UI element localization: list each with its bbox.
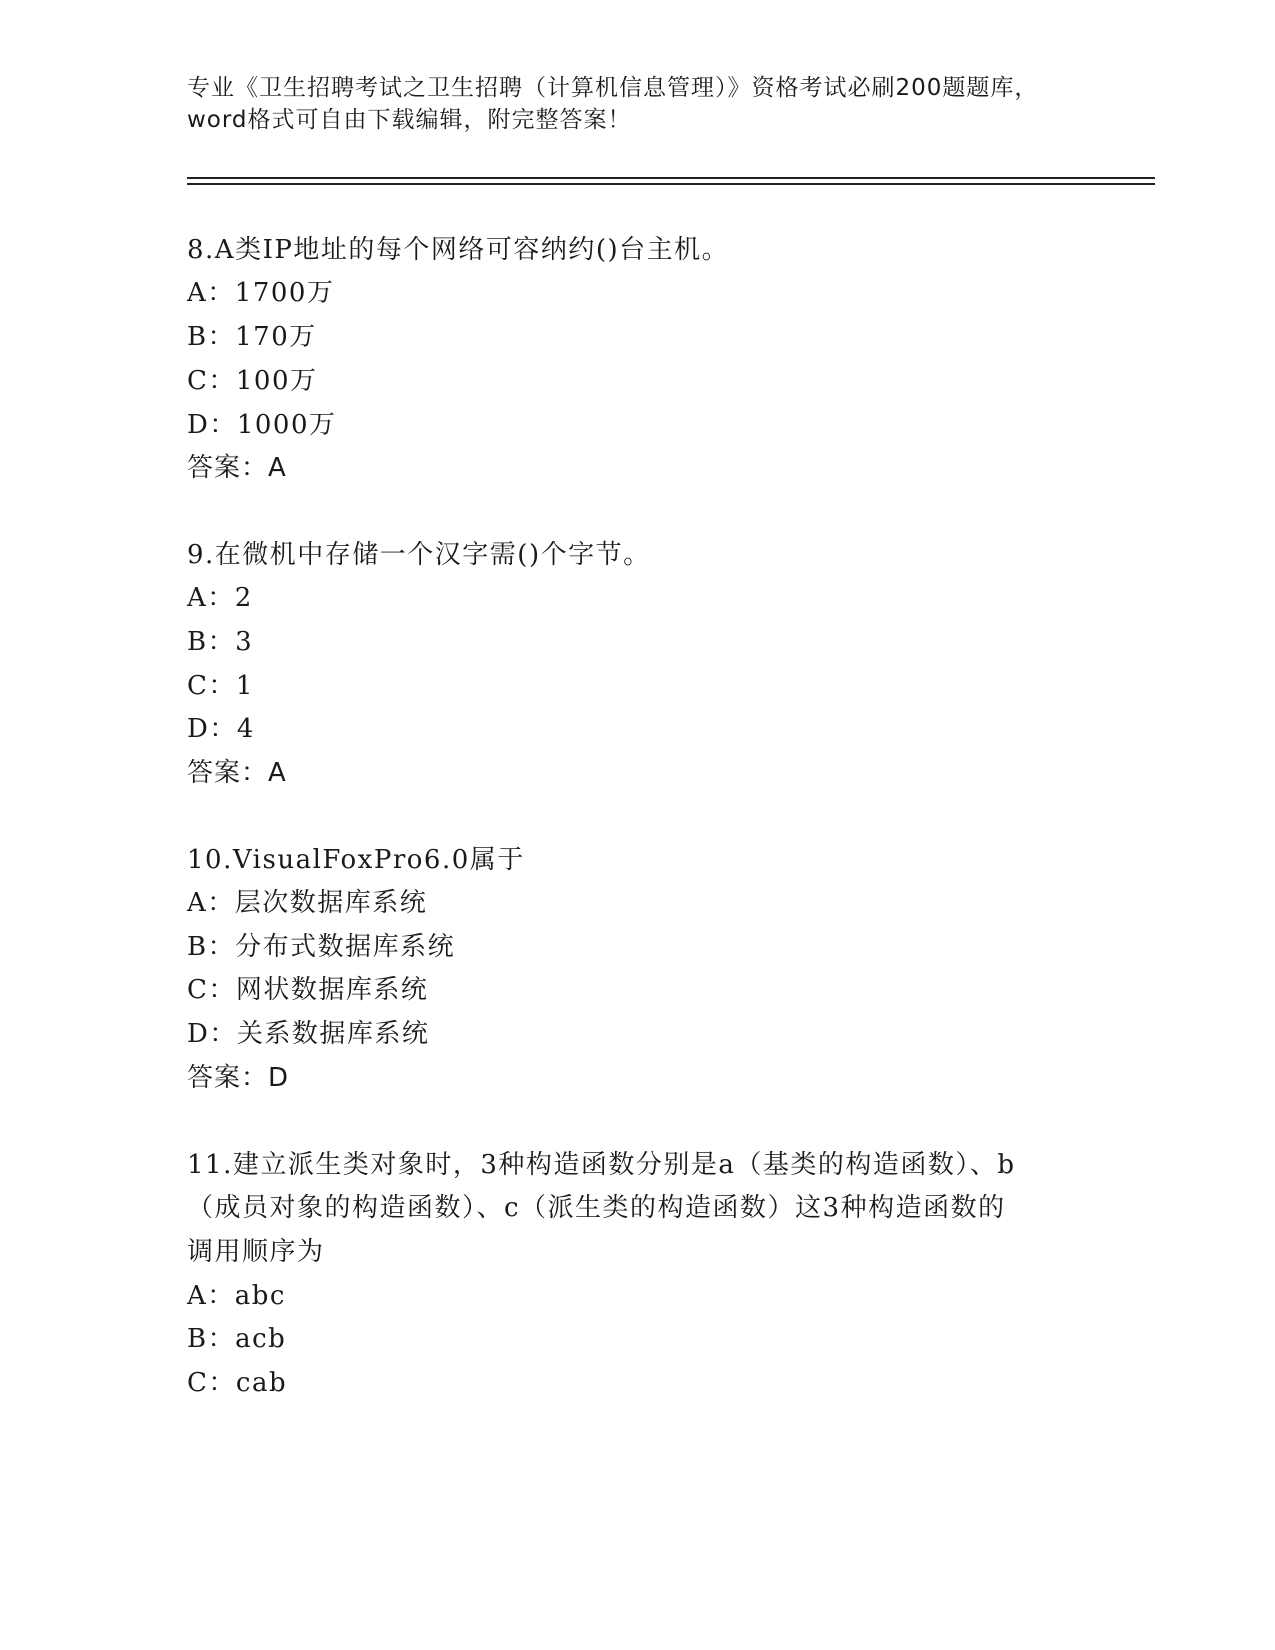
document-header	[187, 72, 1087, 136]
question-8-option-b: B：170万	[187, 322, 317, 352]
question-9-answer: 答案：A	[187, 758, 287, 788]
question-8-answer: 答案：A	[187, 453, 287, 483]
question-11-option-c: C：cab	[187, 1368, 288, 1398]
question-8-stem: 8.A类IP地址的每个网络可容纳约()台主机。	[187, 235, 730, 265]
question-10-stem: 10.VisualFoxPro6.0属于	[187, 845, 525, 875]
question-10-answer: 答案：D	[187, 1063, 290, 1093]
header-divider-bottom	[187, 183, 1155, 185]
header-line-1: 专业《卫生招聘考试之卫生招聘（计算机信息管理）》资格考试必刷200题题库，	[187, 75, 1039, 101]
question-10-option-b: B：分布式数据库系统	[187, 932, 456, 962]
header-divider-top	[187, 177, 1155, 179]
question-11-option-b: B：acb	[187, 1324, 287, 1354]
question-9-stem: 9.在微机中存储一个汉字需()个字节。	[187, 540, 651, 570]
question-8-option-c: C：100万	[187, 366, 318, 396]
question-11-stem-line-1: 11.建立派生类对象时，3种构造函数分别是a（基类的构造函数）、b	[187, 1150, 1016, 1180]
question-11-stem-line-3: 调用顺序为	[187, 1237, 325, 1267]
question-9-option-c: C：1	[187, 671, 254, 701]
question-9-option-a: A：2	[187, 583, 253, 613]
question-8-option-a: A：1700万	[187, 278, 335, 308]
question-9-option-b: B：3	[187, 627, 254, 657]
question-8-option-d: D：1000万	[187, 410, 337, 440]
question-10-option-a: A：层次数据库系统	[187, 888, 428, 918]
header-line-2: word格式可自由下载编辑，附完整答案！	[187, 107, 632, 133]
question-9-option-d: D：4	[187, 714, 255, 744]
question-10-option-c: C：网状数据库系统	[187, 975, 429, 1005]
question-11-stem-line-2: （成员对象的构造函数）、c（派生类的构造函数）这3种构造函数的	[187, 1193, 1006, 1223]
question-10-option-d: D：关系数据库系统	[187, 1019, 430, 1049]
question-11-option-a: A：abc	[187, 1281, 286, 1311]
